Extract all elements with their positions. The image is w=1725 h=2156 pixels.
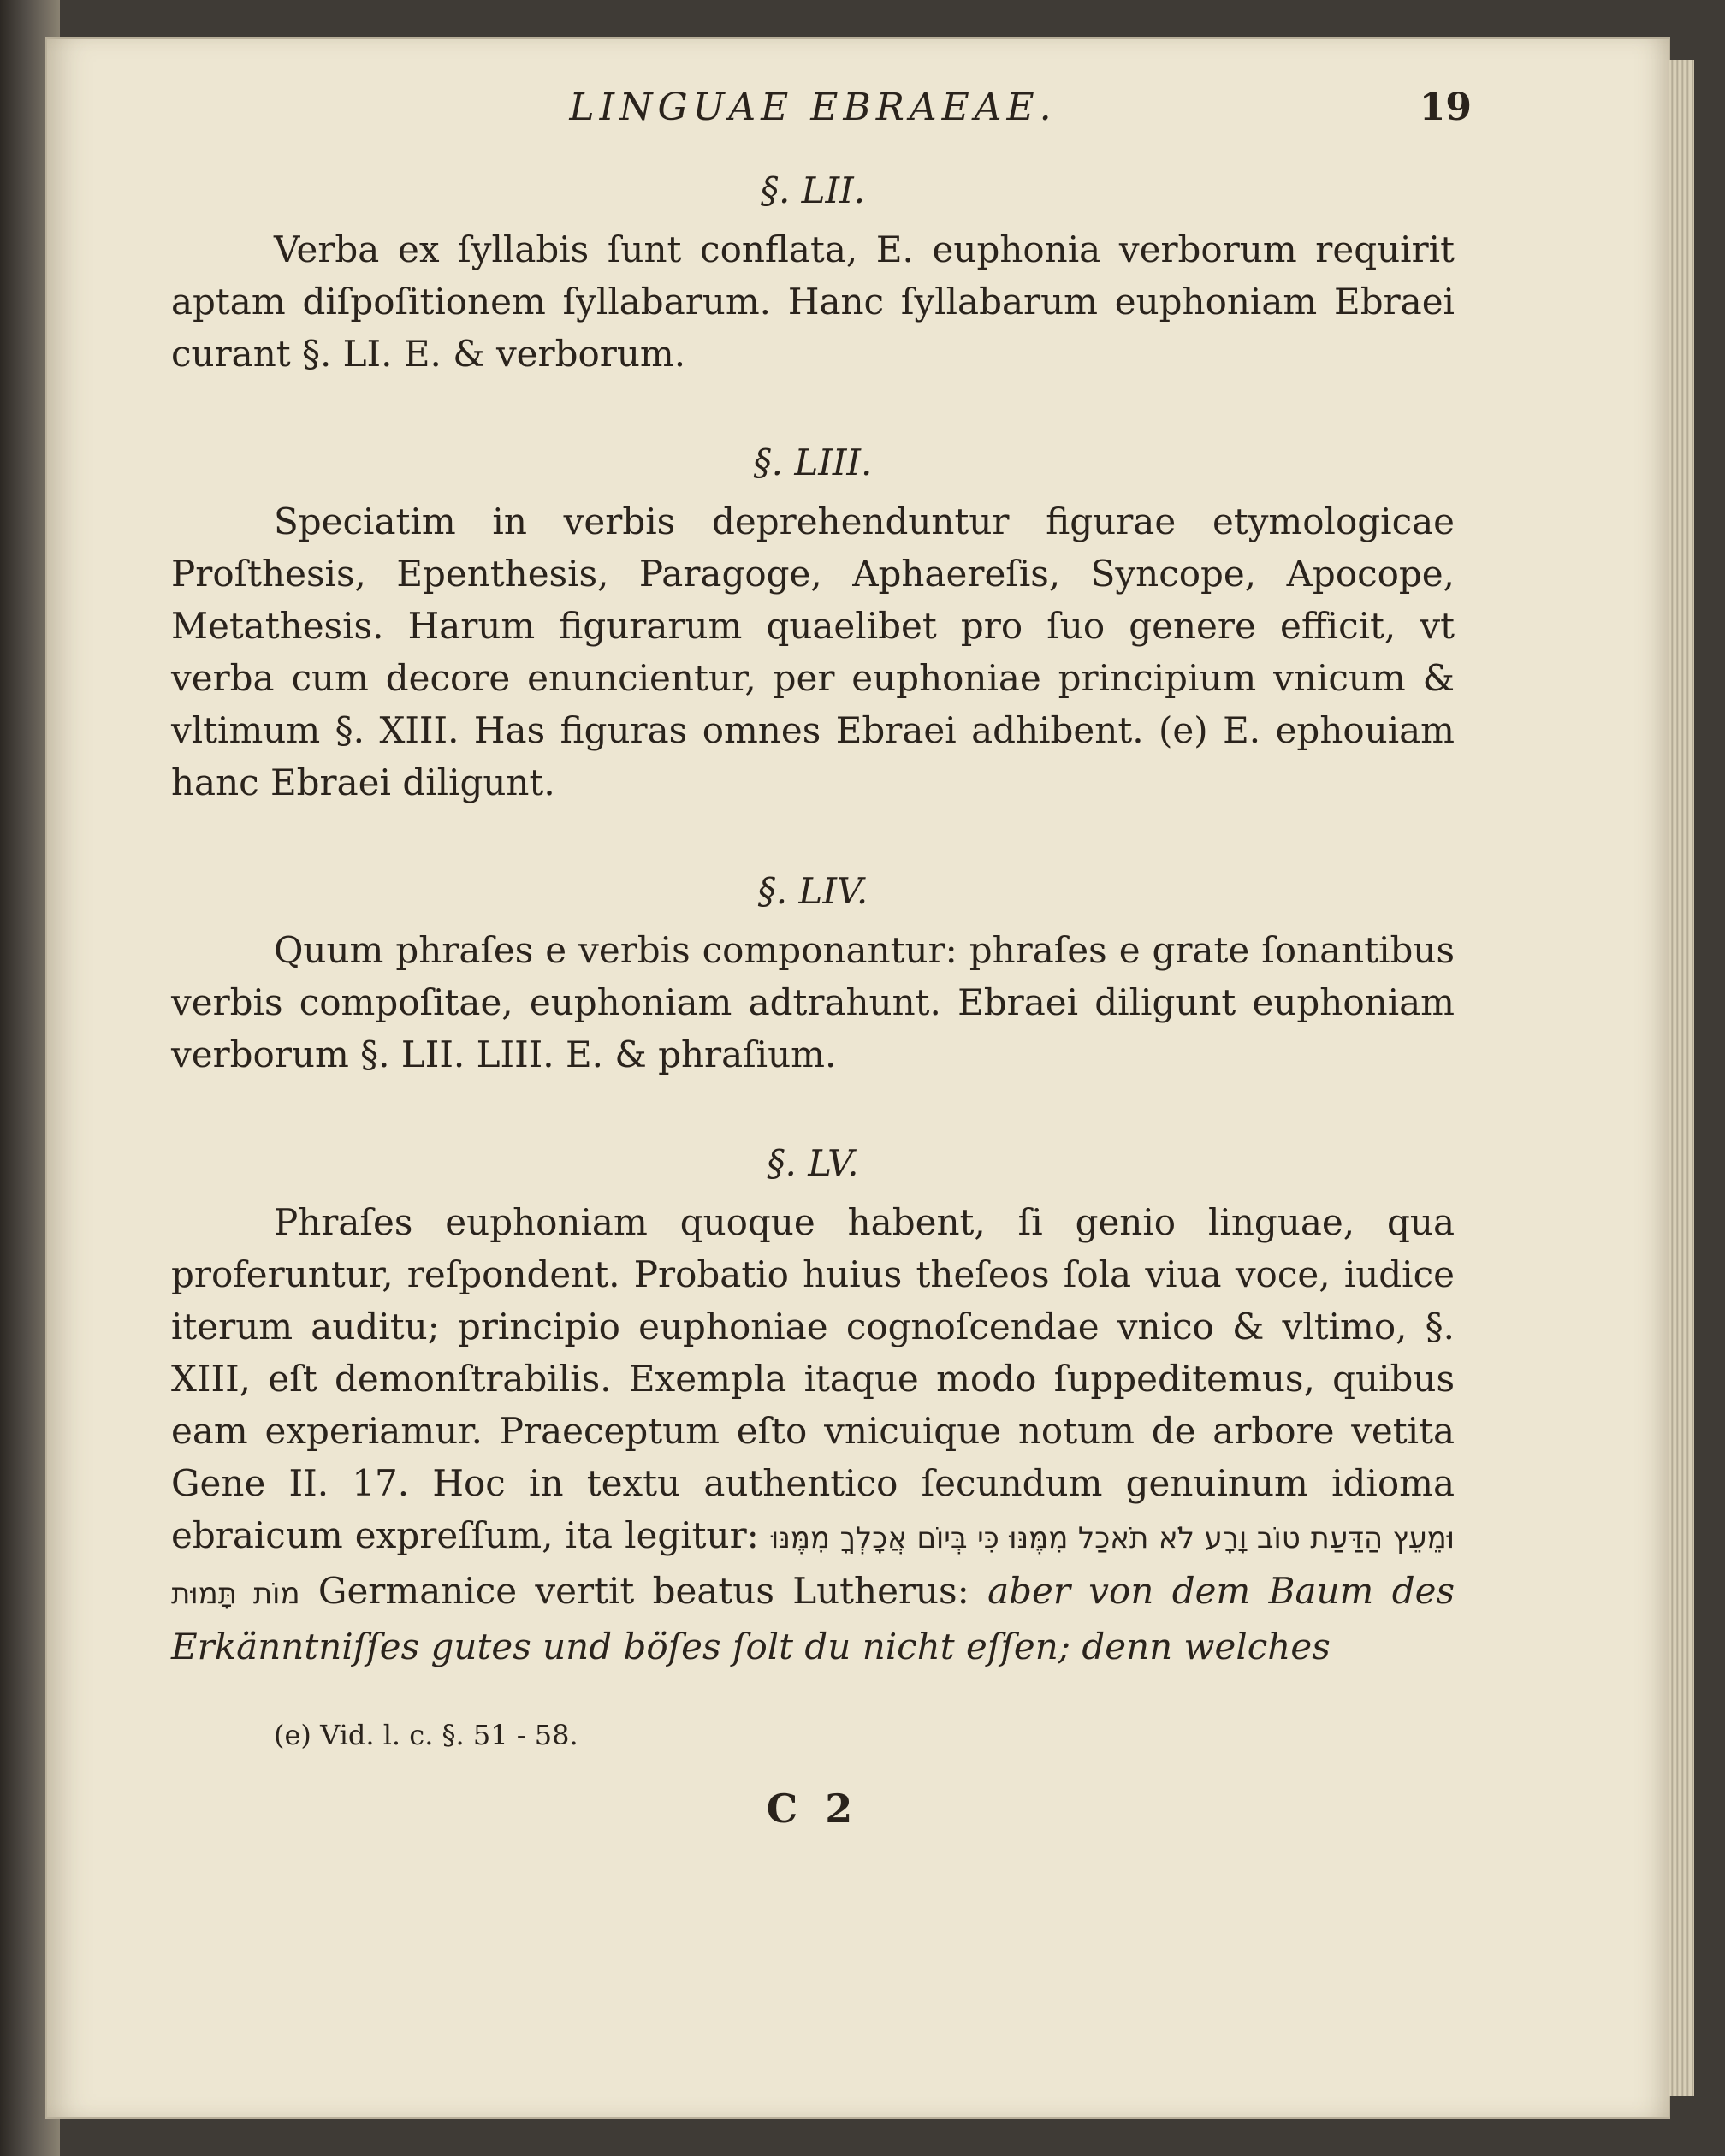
signature-mark: C 2 (766, 1786, 860, 1832)
page-edges (1669, 60, 1694, 2096)
hebrew-quote: וּמֵעֵץ הַדַּעַת טוֹב וָרָע לֹא תֹאכַל מִמֶּנּוּ כִּי בְּיוֹם אֲכָלְךָ מִמֶּנּוּ מוֹת תָּמוּת (171, 1521, 1455, 1611)
paragraph-lv (171, 1196, 1455, 1673)
paragraph-lii: Verba ex ſyllabis ſunt conflata, E. euphonia verborum requirit aptam diſpoſitionem ſyllabarum. Hanc ſyllabarum euphoniam Ebraei curant §. LI. E. & verborum. (171, 228, 1455, 375)
paragraph-lv-text: Phraſes euphoniam quoque habent, ſi genio linguae, qua proferuntur, reſpondent. Probatio huius theſeos ſola viua voce, iudice iterum auditu; principio euphoniae cognoſcendae vnico & vltimo, §. XIII, eſt demonſtrabilis. Exempla itaque modo ſuppeditemus, quibus eam experiamur. Praeceptum eſto vnicuique notum de arbore vetita Gene II. 17. Hoc in textu authentico ſecundum genuinum idioma ebraicum expreſſum, ita legitur: (171, 1201, 1455, 1556)
paragraph-liv: Quum phraſes e verbis componantur: phraſes e grate ſonantibus verbis compoſitae, euphoniam adtrahunt. Ebraei diligunt euphoniam verborum §. LII. LIII. E. & phraſium. (171, 929, 1455, 1075)
section-mark-liii: §. LIII. (753, 441, 873, 483)
german-quote: aber von dem Baum des Erkänntniſſes gutes und böſes ſolt du nicht eſſen; denn welches (171, 1570, 1455, 1667)
page-content (171, 86, 1472, 1832)
page-number: 19 (1419, 86, 1472, 129)
page-header (171, 86, 1472, 154)
running-head: LINGUAE EBRAEAE. (569, 86, 1057, 129)
section-mark-lv: §. LV. (767, 1142, 859, 1184)
section-mark-liv: §. LIV. (757, 870, 868, 912)
paragraph-lv-text-b: Germanice vertit beatus Lutherus: (317, 1570, 969, 1612)
footnote: (e) Vid. l. c. §. 51 - 58. (274, 1719, 578, 1751)
section-mark-lii: §. LII. (760, 169, 866, 211)
paragraph-liii: Speciatim in verbis deprehenduntur figurae etymologicae Proſthesis, Epenthesis, Paragoge, Aphaereſis, Syncope, Apocope, Metathesis. Harum figurarum quaelibet pro ſuo genere efficit, vt verba cum decore enuncientur, per euphoniae principium vnicum & vltimum §. XIII. Has figuras omnes Ebraei adhibent. (e) E. ephouiam hanc Ebraei diligunt. (171, 500, 1455, 803)
